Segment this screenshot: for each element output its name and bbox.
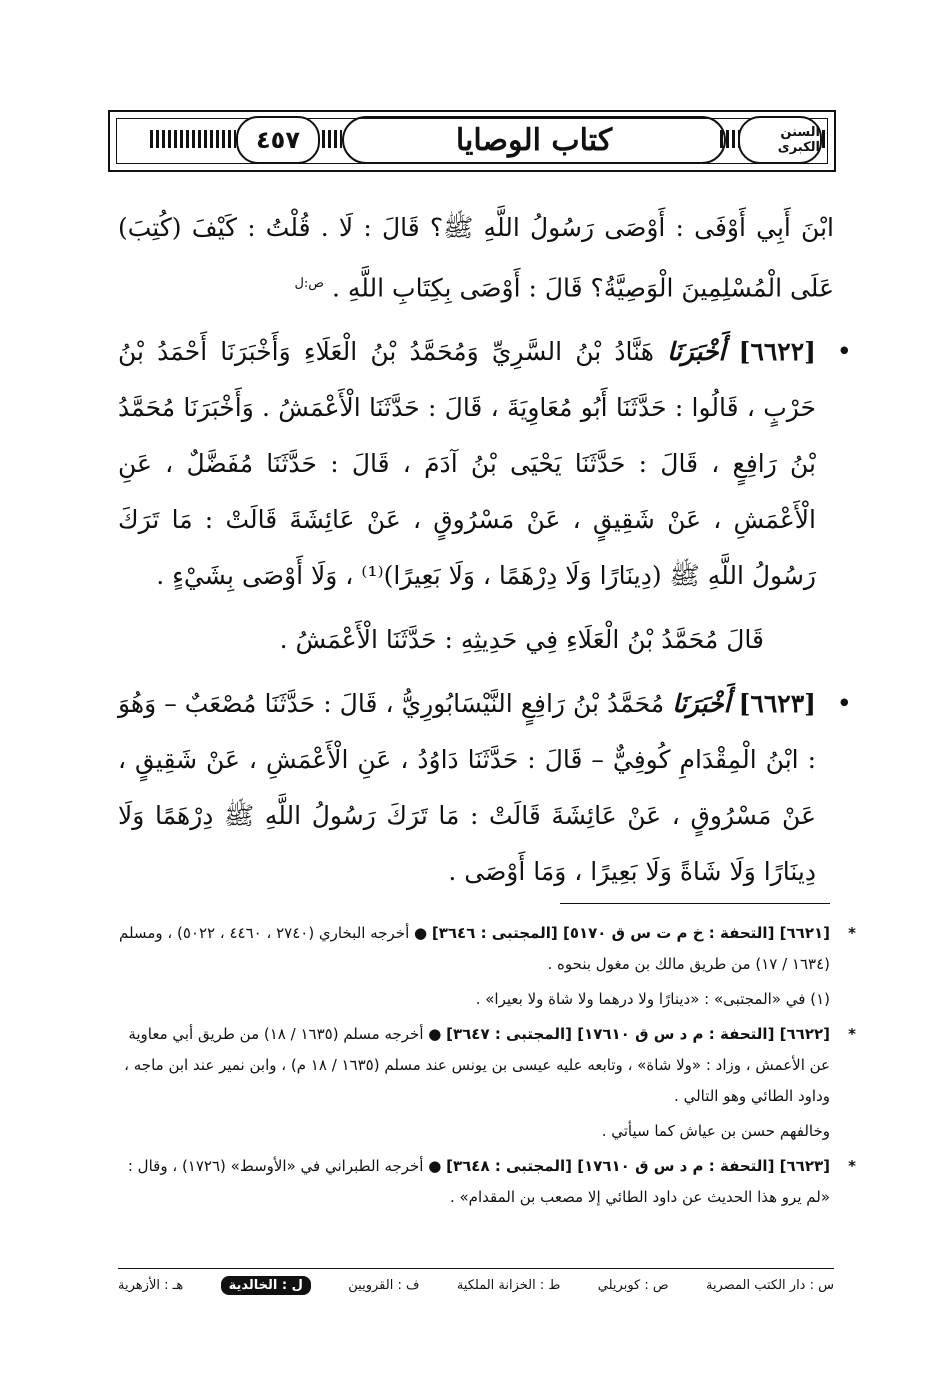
main-text	[118, 200, 834, 900]
hadith-number: [٦٦٢٢]	[738, 337, 817, 367]
footnote-6622	[118, 1019, 856, 1112]
header-chain-ornament	[150, 130, 236, 148]
footnote-head: [٦٦٢٣] [التحفة : م د س ق ١٧٦١٠] [المجتبى : ٣٦٤٨]	[446, 1157, 830, 1175]
footnote-head: [٦٦٢١] [التحفة : خ م ت س ق ٥١٧٠] [المجتبى : ٣٦٤٦]	[431, 924, 830, 942]
header-chain-ornament	[822, 130, 826, 148]
hadith-opening: أَخْبَرَنَا	[672, 689, 731, 719]
footnote-text: ● أخرجه البخاري (٢٧٤٠ ، ٤٤٦٠ ، ٥٠٢٢) ، ومسلم (١٦٣٤ / ١٧) من طريق مالك بن مغول بنحوه .	[118, 924, 830, 973]
page-header-banner	[108, 110, 836, 172]
hadith-text: مُحَمَّدُ بْنُ رَافِعٍ النَّيْسَابُورِيُّ ، قَالَ : حَدَّثَنَا مُصْعَبٌ – وَهُوَ : ابْنُ الْمِقْدَامِ كُوفِيٌّ – قَالَ : حَدَّثَنَا دَاوُدُ ، عَنِ الْأَعْمَشِ ، عَنْ شَقِيقٍ ، عَنْ مَسْرُوقٍ ، عَنْ عَائِشَةَ قَالَتْ : مَا تَرَكَ رَسُولُ اللَّهِ ﷺ دِرْهَمًا وَلَا دِينَارًا وَلَا شَاةً وَلَا بَعِيرًا ، وَمَا أَوْصَى .	[118, 689, 816, 887]
hadith-opening: أَخْبَرَنَا	[667, 337, 726, 367]
star-icon: *	[848, 1157, 856, 1175]
footnote-6623	[118, 1151, 856, 1213]
header-chain-ornament	[322, 130, 342, 148]
footnotes	[118, 918, 856, 1217]
book-logo: السنن الكبرى	[738, 116, 822, 164]
footnote-ref-1: (١) في «المجتبى» : «دينارًا ولا درهما ولا شاة ولا بعيرا» .	[475, 990, 830, 1008]
siglum-ha: هـ : الأزهرية	[118, 1278, 184, 1293]
siglum-ta: ط : الخزانة الملكية	[456, 1278, 561, 1293]
continuation-paragraph	[118, 200, 834, 316]
footnote-divider	[560, 903, 830, 904]
sigla-divider	[118, 1268, 834, 1269]
hadith-6623	[118, 676, 834, 900]
page-number: ٤٥٧	[236, 116, 320, 164]
book-title: كتاب الوصايا	[342, 116, 726, 164]
siglum-lam-highlighted: ل : الخالدية	[221, 1276, 311, 1295]
paragraph-text: ابْنَ أَبِي أَوْفَى : أَوْصَى رَسُولُ اللَّهِ ﷺ؟ قَالَ : لَا . قُلْتُ : كَيْفَ (كُتِبَ) عَلَى الْمُسْلِمِينَ الْوَصِيَّةُ؟ قَالَ : أَوْصَى بِكِتَابِ اللَّهِ .	[118, 213, 834, 303]
star-icon: *	[848, 1025, 856, 1043]
hadith-6622	[118, 324, 834, 604]
footnote-text: ● أخرجه الطبراني في «الأوسط» (١٧٢٦) ، وقال : «لم يرو هذا الحديث عن داود الطائي إلا مصعب بن المقدام» .	[127, 1157, 830, 1206]
footnote-6621	[118, 918, 856, 980]
siglum-s: س : دار الكتب المصرية	[705, 1278, 834, 1293]
margin-note: ص:ل	[294, 276, 324, 291]
hadith-6622-remark: قَالَ مُحَمَّدُ بْنُ الْعَلَاءِ فِي حَدِيثِهِ : حَدَّثَنَا الْأَعْمَشُ .	[279, 625, 764, 655]
hadith-number: [٦٦٢٣]	[738, 689, 816, 719]
footnote-text: ● أخرجه مسلم (١٦٣٥ / ١٨) من طريق أبي معاوية عن الأعمش ، وزاد : «ولا شاة» ، وتابعه عليه عيسى بن يونس عند مسلم (١٦٣٥ / ١٨ م) ، وابن نمير عند ابن ماجه ، وداود الطائي وهو التالي .	[124, 1025, 830, 1105]
footnote-6622-extra: وخالفهم حسن بن عياش كما سيأتي .	[601, 1122, 830, 1140]
siglum-sad: ص : كوبريلي	[597, 1278, 669, 1293]
footnote-head: [٦٦٢٢] [التحفة : م د س ق ١٧٦١٠] [المجتبى : ٣٦٤٧]	[446, 1025, 830, 1043]
hadith-text: هَنَّادُ بْنُ السَّرِيِّ وَمُحَمَّدُ بْنُ الْعَلَاءِ وَأَخْبَرَنَا أَحْمَدُ بْنُ حَرْبٍ ، قَالُوا : حَدَّثَنَا أَبُو مُعَاوِيَةَ ، قَالَ : حَدَّثَنَا الْأَعْمَشُ . وَأَخْبَرَنَا مُحَمَّدُ بْنُ رَافِعٍ ، قَالَ : حَدَّثَنَا يَحْيَى بْنُ آدَمَ ، قَالَ : حَدَّثَنَا مُفَضَّلٌ ، عَنِ الْأَعْمَشِ ، عَنْ شَقِيقٍ ، عَنْ مَسْرُوقٍ ، عَنْ عَائِشَةَ قَالَتْ : مَا تَرَكَ رَسُولُ اللَّهِ ﷺ (دِينَارًا وَلَا دِرْهَمًا ، وَلَا بَعِيرًا)⁽¹⁾ ، وَلَا أَوْصَى بِشَيْءٍ .	[118, 337, 816, 591]
manuscript-sigla	[118, 1276, 834, 1295]
star-icon: *	[848, 924, 856, 942]
siglum-fa: ف : القرويين	[348, 1278, 420, 1293]
